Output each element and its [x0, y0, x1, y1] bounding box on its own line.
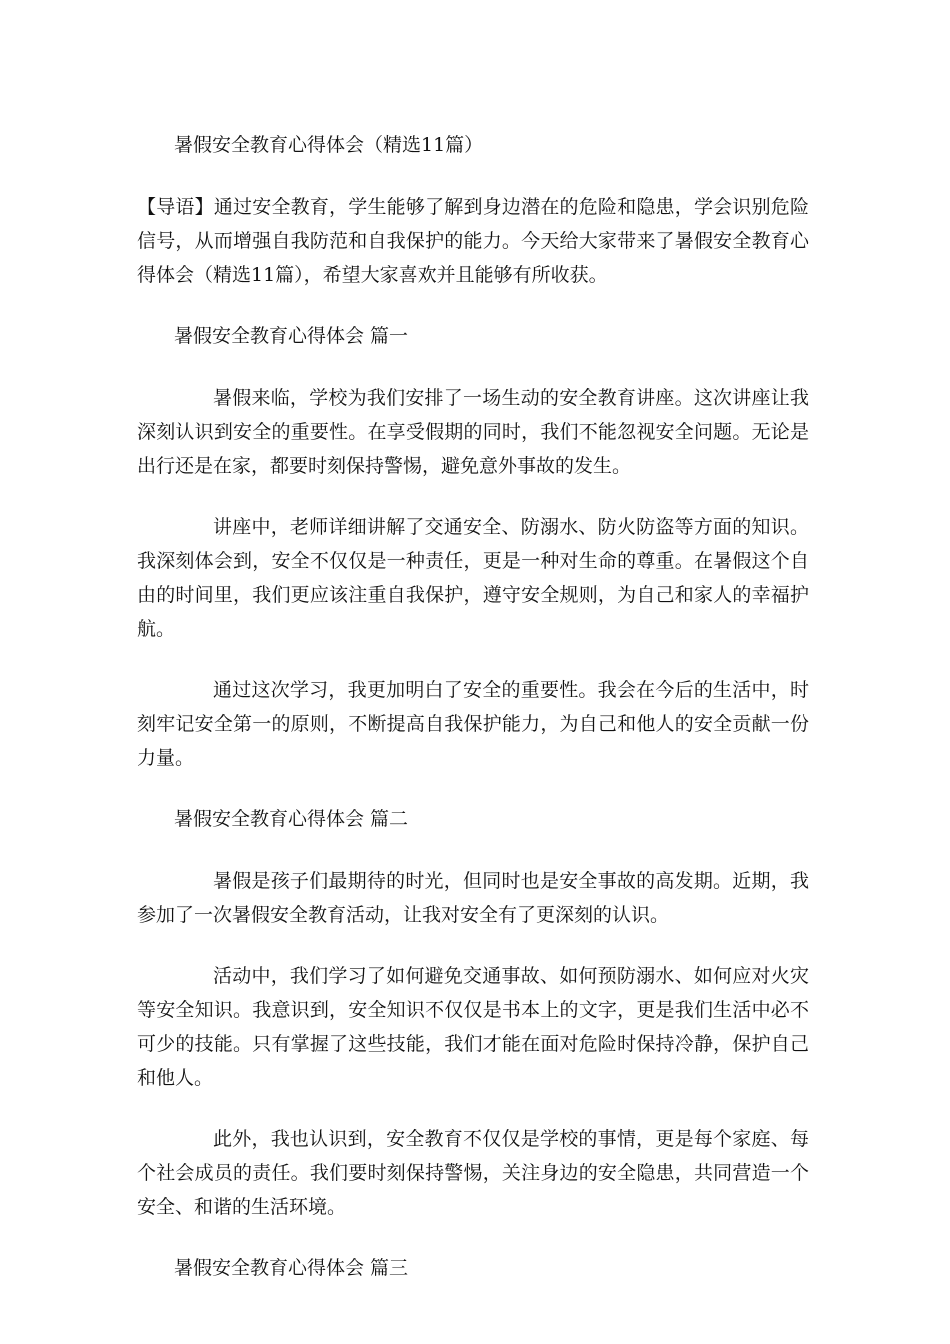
intro-text: 通过安全教育，学生能够了解到身边潜在的危险和隐患，学会识别危险信号，从而增强自我防范和自我保护的能力。今天给大家带来了暑假安全教育心得体会（精选11篇），希望大家喜欢并且能够有所收获。: [137, 196, 809, 286]
section-1-paragraph-3: 通过这次学习，我更加明白了安全的重要性。我会在今后的生活中，时刻牢记安全第一的原则，不断提高自我保护能力，为自己和他人的安全贡献一份力量。: [137, 679, 809, 769]
section-2-paragraph-2: 活动中，我们学习了如何避免交通事故、如何预防溺水、如何应对火灾等安全知识。我意识到，安全知识不仅仅是书本上的文字，更是我们生活中必不可少的技能。只有掌握了这些技能，我们才能在面对危险时保持冷静，保护自己和他人。: [137, 965, 809, 1089]
section-heading-3: 暑假安全教育心得体会 篇三: [174, 1257, 409, 1279]
document-title: 暑假安全教育心得体会（精选11篇）: [174, 134, 484, 156]
section-heading-2: 暑假安全教育心得体会 篇二: [174, 808, 409, 830]
section-2-paragraph-3: 此外，我也认识到，安全教育不仅仅是学校的事情，更是每个家庭、每个社会成员的责任。我们要时刻保持警惕，关注身边的安全隐患，共同营造一个安全、和谐的生活环境。: [137, 1128, 809, 1218]
section-2-paragraph-1: 暑假是孩子们最期待的时光，但同时也是安全事故的高发期。近期，我参加了一次暑假安全教育活动，让我对安全有了更深刻的认识。: [137, 870, 809, 926]
document-page: [137, 128, 809, 1313]
section-1-paragraph-2: 讲座中，老师详细讲解了交通安全、防溺水、防火防盗等方面的知识。我深刻体会到，安全不仅仅是一种责任，更是一种对生命的尊重。在暑假这个自由的时间里，我们更应该注重自我保护，遵守安全规则，为自己和家人的幸福护航。: [137, 516, 809, 640]
section-1-paragraph-1: 暑假来临，学校为我们安排了一场生动的安全教育讲座。这次讲座让我深刻认识到安全的重要性。在享受假期的同时，我们不能忽视安全问题。无论是出行还是在家，都要时刻保持警惕，避免意外事故的发生。: [137, 387, 809, 477]
intro-paragraph: [137, 190, 809, 292]
intro-lead-label: 【导语】: [137, 196, 214, 218]
section-heading-1: 暑假安全教育心得体会 篇一: [174, 325, 409, 347]
